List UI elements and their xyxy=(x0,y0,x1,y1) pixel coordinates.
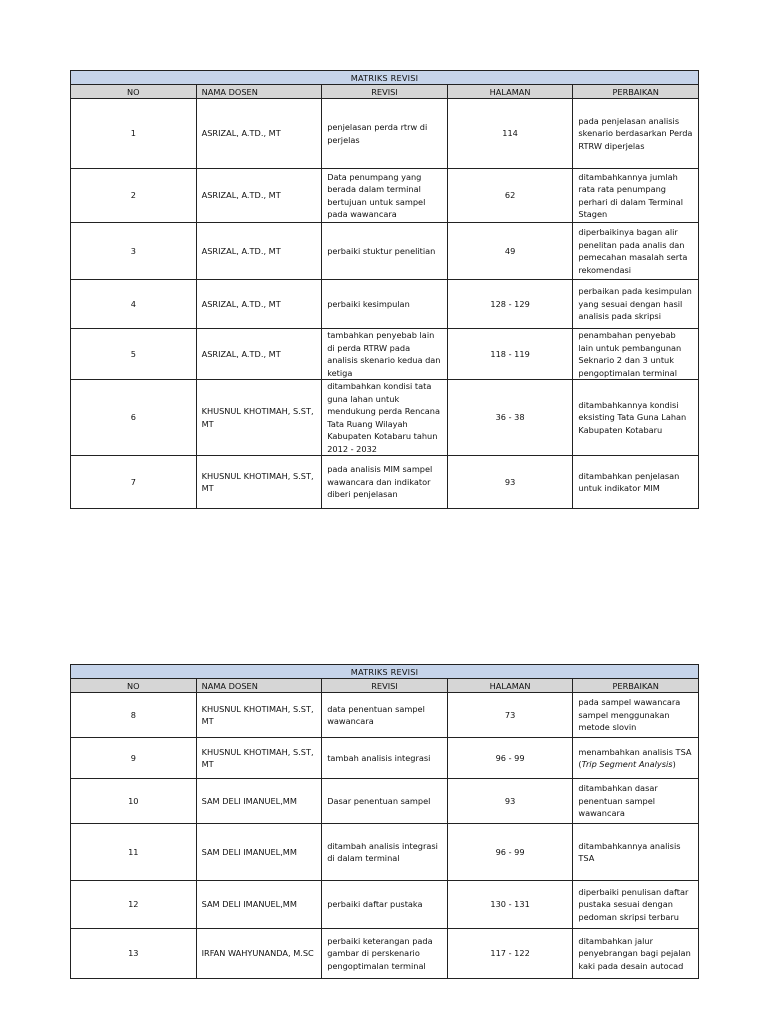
cell-perbaikan: penambahan penyebab lain untuk pembangunan Seknario 2 dan 3 untuk pengoptimalan terminal xyxy=(573,329,699,380)
cell-perbaikan: diperbaiki penulisan daftar pustaka sesuai dengan pedoman skripsi terbaru xyxy=(573,881,699,929)
cell-perbaikan xyxy=(573,738,699,779)
cell-name: ASRIZAL, A.TD., MT xyxy=(196,223,322,280)
cell-revisi: perbaiki keterangan pada gambar di perskenario pengoptimalan terminal xyxy=(322,929,448,979)
cell-no: 6 xyxy=(71,380,197,456)
cell-name: SAM DELI IMANUEL,MM xyxy=(196,824,322,881)
cell-no: 4 xyxy=(71,280,197,329)
cell-perbaikan: ditambahkannya analisis TSA xyxy=(573,824,699,881)
perbaikan-text: menambahkan analisis TSA ( xyxy=(578,746,692,769)
table-title-row xyxy=(71,71,699,85)
table-header-row xyxy=(71,85,699,99)
cell-revisi: tambahkan penyebab lain di perda RTRW pada analisis skenario kedua dan ketiga xyxy=(322,329,448,380)
cell-perbaikan: pada penjelasan analisis skenario berdasarkan Perda RTRW diperjelas xyxy=(573,99,699,169)
header-no: NO xyxy=(71,679,197,693)
perbaikan-tail-text: ) xyxy=(672,759,676,769)
cell-no: 10 xyxy=(71,779,197,824)
cell-no: 3 xyxy=(71,223,197,280)
table-title: MATRIKS REVISI xyxy=(71,71,699,85)
header-no: NO xyxy=(71,85,197,99)
cell-halaman: 49 xyxy=(447,223,573,280)
cell-revisi: data penentuan sampel wawancara xyxy=(322,693,448,738)
cell-revisi: Dasar penentuan sampel xyxy=(322,779,448,824)
cell-perbaikan: perbaikan pada kesimpulan yang sesuai dengan hasil analisis pada skripsi xyxy=(573,280,699,329)
header-halaman: HALAMAN xyxy=(447,85,573,99)
cell-halaman: 36 - 38 xyxy=(447,380,573,456)
table-row xyxy=(71,881,699,929)
cell-halaman: 93 xyxy=(447,456,573,509)
cell-name: ASRIZAL, A.TD., MT xyxy=(196,99,322,169)
cell-name: IRFAN WAHYUNANDA, M.SC xyxy=(196,929,322,979)
cell-revisi: perbaiki daftar pustaka xyxy=(322,881,448,929)
table-row xyxy=(71,456,699,509)
table-row xyxy=(71,380,699,456)
cell-perbaikan: pada sampel wawancara sampel menggunakan metode slovin xyxy=(573,693,699,738)
cell-revisi: tambah analisis integrasi xyxy=(322,738,448,779)
cell-revisi: ditambah analisis integrasi di dalam terminal xyxy=(322,824,448,881)
cell-no: 12 xyxy=(71,881,197,929)
cell-halaman: 118 - 119 xyxy=(447,329,573,380)
cell-no: 13 xyxy=(71,929,197,979)
cell-no: 11 xyxy=(71,824,197,881)
cell-halaman: 93 xyxy=(447,779,573,824)
cell-revisi: penjelasan perda rtrw di perjelas xyxy=(322,99,448,169)
table-title-row xyxy=(71,665,699,679)
cell-no: 5 xyxy=(71,329,197,380)
table-row xyxy=(71,779,699,824)
cell-no: 2 xyxy=(71,169,197,223)
cell-halaman: 117 - 122 xyxy=(447,929,573,979)
cell-halaman: 114 xyxy=(447,99,573,169)
cell-name: KHUSNUL KHOTIMAH, S.ST, MT xyxy=(196,693,322,738)
cell-perbaikan: ditambahkannya kondisi eksisting Tata Guna Lahan Kabupaten Kotabaru xyxy=(573,380,699,456)
table-header-row xyxy=(71,679,699,693)
table-row xyxy=(71,169,699,223)
cell-revisi: pada analisis MIM sampel wawancara dan indikator diberi penjelasan xyxy=(322,456,448,509)
cell-halaman: 96 - 99 xyxy=(447,824,573,881)
cell-halaman: 73 xyxy=(447,693,573,738)
cell-name: KHUSNUL KHOTIMAH, S.ST, MT xyxy=(196,456,322,509)
cell-halaman: 130 - 131 xyxy=(447,881,573,929)
cell-name: ASRIZAL, A.TD., MT xyxy=(196,329,322,380)
header-revisi: REVISI xyxy=(322,85,448,99)
table-title: MATRIKS REVISI xyxy=(71,665,699,679)
cell-halaman: 96 - 99 xyxy=(447,738,573,779)
header-halaman: HALAMAN xyxy=(447,679,573,693)
header-perbaikan: PERBAIKAN xyxy=(573,85,699,99)
revision-matrix-table-2 xyxy=(70,664,699,979)
header-perbaikan: PERBAIKAN xyxy=(573,679,699,693)
cell-name: SAM DELI IMANUEL,MM xyxy=(196,779,322,824)
table-row xyxy=(71,693,699,738)
cell-perbaikan: ditambahkan dasar penentuan sampel wawancara xyxy=(573,779,699,824)
cell-no: 9 xyxy=(71,738,197,779)
cell-perbaikan: ditambahkannya jumlah rata rata penumpang perhari di dalam Terminal Stagen xyxy=(573,169,699,223)
cell-revisi: perbaiki kesimpulan xyxy=(322,280,448,329)
header-revisi: REVISI xyxy=(322,679,448,693)
cell-name: SAM DELI IMANUEL,MM xyxy=(196,881,322,929)
cell-no: 1 xyxy=(71,99,197,169)
cell-revisi: perbaiki stuktur penelitian xyxy=(322,223,448,280)
table-row xyxy=(71,223,699,280)
cell-name: KHUSNUL KHOTIMAH, S.ST, MT xyxy=(196,380,322,456)
cell-name: KHUSNUL KHOTIMAH, S.ST, MT xyxy=(196,738,322,779)
table-row xyxy=(71,929,699,979)
table-row xyxy=(71,329,699,380)
cell-revisi: Data penumpang yang berada dalam terminal bertujuan untuk sampel pada wawancara xyxy=(322,169,448,223)
revision-matrix-table-1 xyxy=(70,70,699,509)
cell-halaman: 128 - 129 xyxy=(447,280,573,329)
cell-no: 7 xyxy=(71,456,197,509)
table-row xyxy=(71,824,699,881)
cell-name: ASRIZAL, A.TD., MT xyxy=(196,280,322,329)
table-row xyxy=(71,99,699,169)
table-row xyxy=(71,280,699,329)
cell-perbaikan: ditambahkan jalur penyebrangan bagi pejalan kaki pada desain autocad xyxy=(573,929,699,979)
cell-perbaikan: diperbaikinya bagan alir penelitan pada analis dan pemecahan masalah serta rekomendasi xyxy=(573,223,699,280)
header-name: NAMA DOSEN xyxy=(196,85,322,99)
cell-perbaikan: ditambahkan penjelasan untuk indikator MIM xyxy=(573,456,699,509)
cell-no: 8 xyxy=(71,693,197,738)
cell-name: ASRIZAL, A.TD., MT xyxy=(196,169,322,223)
header-name: NAMA DOSEN xyxy=(196,679,322,693)
cell-revisi: ditambahkan kondisi tata guna lahan untuk mendukung perda Rencana Tata Ruang Wilayah Kabupaten Kotabaru tahun 2012 - 2032 xyxy=(322,380,448,456)
table-row xyxy=(71,738,699,779)
perbaikan-italic-text: Trip Segment Analysis xyxy=(581,759,673,769)
cell-halaman: 62 xyxy=(447,169,573,223)
